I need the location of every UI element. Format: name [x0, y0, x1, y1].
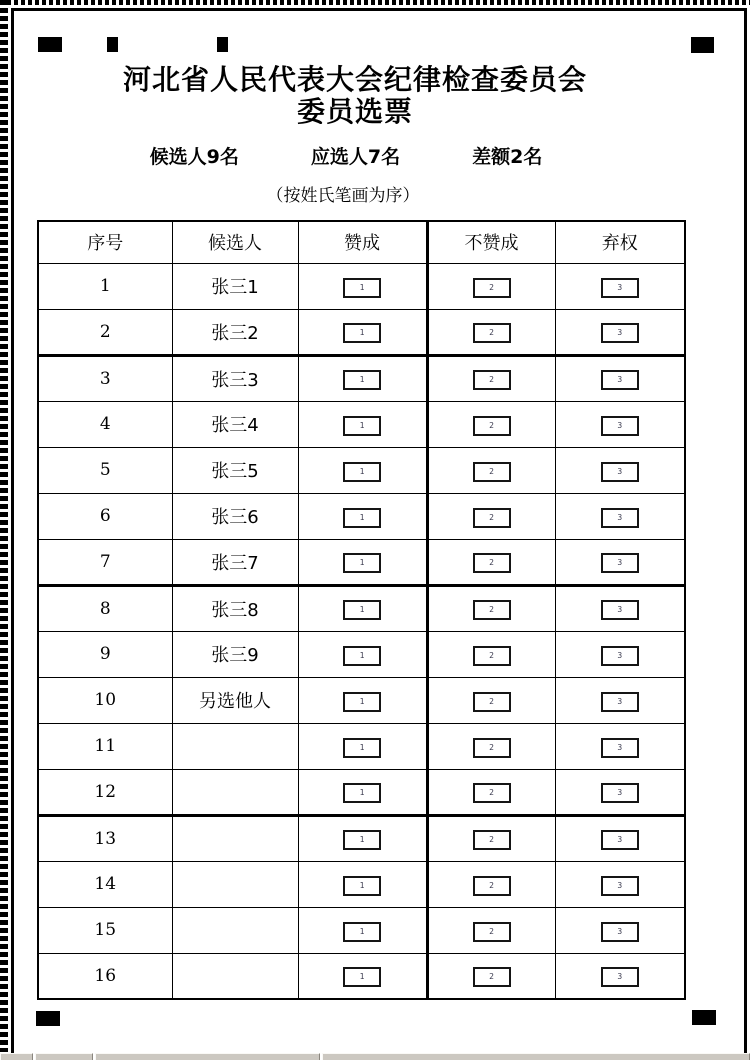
row-number: 10 — [38, 677, 172, 723]
row-number: 5 — [38, 447, 172, 493]
disapprove-mark-digit: 2 — [489, 558, 494, 567]
elect-count: 应选人7名 — [310, 146, 401, 168]
disapprove-mark-digit: 2 — [489, 742, 494, 752]
candidate-name — [172, 861, 298, 907]
candidate-count: 候选人9名 — [149, 146, 239, 168]
row-number: 11 — [38, 723, 172, 769]
candidate-name: 张三7 — [172, 539, 298, 585]
approve-mark-digit: 1 — [359, 972, 365, 982]
candidate-name — [172, 953, 298, 999]
candidate-name: 张三9 — [172, 631, 298, 677]
candidate-name — [172, 723, 298, 769]
approve-mark-digit: 1 — [359, 328, 365, 337]
abstain-markbox[interactable] — [601, 876, 639, 896]
row-number: 1 — [38, 263, 172, 309]
row-number: 3 — [38, 355, 172, 401]
approve-mark-digit: 1 — [359, 788, 365, 797]
approve-markbox[interactable] — [343, 508, 381, 528]
row-number: 6 — [38, 493, 172, 539]
table-row — [38, 447, 685, 493]
abstain-markbox[interactable] — [601, 462, 639, 482]
abstain-mark-digit: 3 — [617, 466, 623, 476]
disapprove-mark-digit: 2 — [489, 466, 494, 476]
approve-mark-digit: 1 — [359, 605, 365, 614]
status-panel-4 — [322, 1053, 750, 1060]
row-number: 9 — [38, 631, 172, 677]
abstain-markbox[interactable] — [601, 416, 639, 436]
table-row — [38, 309, 685, 355]
col-header-disapprove: 不赞成 — [427, 221, 555, 263]
abstain-mark-digit: 3 — [617, 972, 623, 982]
top-edge-dashes — [0, 0, 750, 5]
abstain-markbox[interactable] — [601, 370, 639, 390]
candidate-name: 张三3 — [172, 355, 298, 401]
status-panel-3 — [95, 1053, 320, 1060]
disapprove-mark-digit: 2 — [489, 926, 494, 936]
col-header-index: 序号 — [38, 221, 172, 263]
abstain-mark-digit: 3 — [617, 880, 623, 890]
disapprove-markbox[interactable] — [473, 553, 511, 573]
approve-mark-digit: 1 — [359, 558, 365, 567]
status-panel-1 — [0, 1053, 33, 1060]
registration-mark-bottom-right — [692, 1010, 716, 1025]
approve-markbox[interactable] — [343, 830, 381, 850]
disapprove-mark-digit: 2 — [489, 375, 494, 384]
approve-markbox[interactable] — [343, 553, 381, 573]
row-number: 7 — [38, 539, 172, 585]
disapprove-mark-digit: 2 — [489, 880, 494, 890]
ballot-table — [37, 220, 686, 1000]
registration-mark-bottom-left — [36, 1011, 60, 1026]
margin-count: 差额2名 — [472, 146, 543, 168]
approve-mark-digit: 1 — [359, 420, 365, 430]
disapprove-mark-digit: 2 — [489, 512, 494, 522]
disapprove-mark-digit: 2 — [489, 420, 494, 430]
row-number: 12 — [38, 769, 172, 815]
row-number: 8 — [38, 585, 172, 631]
abstain-markbox[interactable] — [601, 738, 639, 758]
approve-markbox[interactable] — [343, 323, 381, 343]
approve-mark-digit: 1 — [359, 742, 365, 752]
abstain-mark-digit: 3 — [617, 650, 623, 660]
disapprove-markbox[interactable] — [473, 692, 511, 712]
approve-markbox[interactable] — [343, 738, 381, 758]
status-panel-2 — [35, 1053, 93, 1060]
abstain-markbox[interactable] — [601, 553, 639, 573]
registration-mark-top-mid-2 — [217, 37, 228, 52]
candidate-name: 张三6 — [172, 493, 298, 539]
table-row — [38, 907, 685, 953]
disapprove-markbox[interactable] — [473, 278, 511, 298]
approve-mark-digit: 1 — [359, 512, 365, 522]
registration-mark-top-left — [38, 37, 62, 52]
abstain-mark-digit: 3 — [617, 926, 623, 936]
abstain-mark-digit: 3 — [617, 742, 623, 752]
approve-mark-digit: 1 — [359, 926, 365, 936]
approve-markbox[interactable] — [343, 646, 381, 666]
disapprove-mark-digit: 2 — [489, 972, 494, 982]
candidate-name: 张三8 — [172, 585, 298, 631]
candidate-name: 张三4 — [172, 401, 298, 447]
ballot-info-row — [0, 142, 692, 169]
table-row — [38, 861, 685, 907]
approve-mark-digit: 1 — [359, 880, 365, 890]
table-row — [38, 723, 685, 769]
candidate-name — [172, 907, 298, 953]
disapprove-mark-digit: 2 — [489, 605, 494, 614]
abstain-markbox[interactable] — [601, 278, 639, 298]
row-number: 4 — [38, 401, 172, 447]
row-number: 14 — [38, 861, 172, 907]
abstain-markbox[interactable] — [601, 830, 639, 850]
table-row — [38, 263, 685, 309]
abstain-markbox[interactable] — [601, 600, 639, 620]
abstain-markbox[interactable] — [601, 646, 639, 666]
abstain-markbox[interactable] — [601, 922, 639, 942]
col-header-abstain: 弃权 — [555, 221, 685, 263]
row-number: 16 — [38, 953, 172, 999]
approve-markbox[interactable] — [343, 783, 381, 803]
disapprove-mark-digit: 2 — [489, 282, 494, 292]
approve-markbox[interactable] — [343, 462, 381, 482]
table-row — [38, 539, 685, 585]
approve-mark-digit: 1 — [359, 650, 365, 660]
candidate-name — [172, 769, 298, 815]
disapprove-mark-digit: 2 — [489, 696, 494, 706]
disapprove-markbox[interactable] — [473, 323, 511, 343]
disapprove-markbox[interactable] — [473, 370, 511, 390]
col-header-approve: 赞成 — [298, 221, 427, 263]
ballot-title-line1: 河北省人民代表大会纪律检查委员会 — [122, 63, 587, 96]
candidate-name — [172, 815, 298, 861]
abstain-mark-digit: 3 — [617, 328, 623, 337]
disapprove-mark-digit: 2 — [489, 650, 494, 660]
approve-markbox[interactable] — [343, 370, 381, 390]
approve-mark-digit: 1 — [359, 696, 365, 706]
sort-order-note: （按姓氏笔画为序） — [266, 186, 420, 206]
registration-mark-top-right — [691, 37, 714, 53]
approve-markbox[interactable] — [343, 922, 381, 942]
candidate-name: 另选他人 — [172, 677, 298, 723]
candidate-name: 张三5 — [172, 447, 298, 493]
disapprove-mark-digit: 2 — [489, 788, 494, 797]
abstain-mark-digit: 3 — [617, 558, 623, 567]
table-row — [38, 815, 685, 861]
abstain-mark-digit: 3 — [617, 512, 623, 522]
approve-markbox[interactable] — [343, 876, 381, 896]
table-row — [38, 493, 685, 539]
row-number: 15 — [38, 907, 172, 953]
ballot-table-body — [38, 263, 685, 999]
status-bar — [0, 1053, 750, 1060]
disapprove-markbox[interactable] — [473, 876, 511, 896]
abstain-markbox[interactable] — [601, 783, 639, 803]
abstain-markbox[interactable] — [601, 508, 639, 528]
approve-mark-digit: 1 — [359, 835, 365, 844]
abstain-mark-digit: 3 — [617, 696, 623, 706]
row-number: 2 — [38, 309, 172, 355]
abstain-markbox[interactable] — [601, 967, 639, 987]
approve-mark-digit: 1 — [359, 375, 365, 384]
abstain-mark-digit: 3 — [617, 605, 623, 614]
col-header-candidate: 候选人 — [172, 221, 298, 263]
table-row — [38, 355, 685, 401]
abstain-mark-digit: 3 — [617, 420, 623, 430]
approve-markbox[interactable] — [343, 278, 381, 298]
abstain-mark-digit: 3 — [617, 835, 623, 844]
disapprove-markbox[interactable] — [473, 967, 511, 987]
disapprove-markbox[interactable] — [473, 783, 511, 803]
abstain-mark-digit: 3 — [617, 282, 623, 292]
approve-markbox[interactable] — [343, 692, 381, 712]
disapprove-markbox[interactable] — [473, 600, 511, 620]
approve-markbox[interactable] — [343, 967, 381, 987]
abstain-mark-digit: 3 — [617, 375, 623, 384]
disapprove-markbox[interactable] — [473, 922, 511, 942]
disapprove-mark-digit: 2 — [489, 328, 494, 337]
row-number: 13 — [38, 815, 172, 861]
approve-markbox[interactable] — [343, 416, 381, 436]
registration-mark-top-mid-1 — [107, 37, 118, 52]
candidate-name: 张三2 — [172, 309, 298, 355]
ballot-title-line2: 委员选票 — [296, 95, 413, 128]
disapprove-markbox[interactable] — [473, 830, 511, 850]
table-row — [38, 631, 685, 677]
disapprove-markbox[interactable] — [473, 508, 511, 528]
table-row — [38, 585, 685, 631]
approve-markbox[interactable] — [343, 600, 381, 620]
approve-mark-digit: 1 — [359, 282, 365, 292]
table-row — [38, 401, 685, 447]
disapprove-mark-digit: 2 — [489, 835, 494, 844]
approve-mark-digit: 1 — [359, 466, 365, 476]
table-row — [38, 953, 685, 999]
header-row — [38, 221, 685, 263]
candidate-name: 张三1 — [172, 263, 298, 309]
disapprove-markbox[interactable] — [473, 416, 511, 436]
abstain-markbox[interactable] — [601, 692, 639, 712]
abstain-markbox[interactable] — [601, 323, 639, 343]
table-row — [38, 769, 685, 815]
disapprove-markbox[interactable] — [473, 738, 511, 758]
disapprove-markbox[interactable] — [473, 646, 511, 666]
disapprove-markbox[interactable] — [473, 462, 511, 482]
abstain-mark-digit: 3 — [617, 788, 623, 797]
table-row — [38, 677, 685, 723]
